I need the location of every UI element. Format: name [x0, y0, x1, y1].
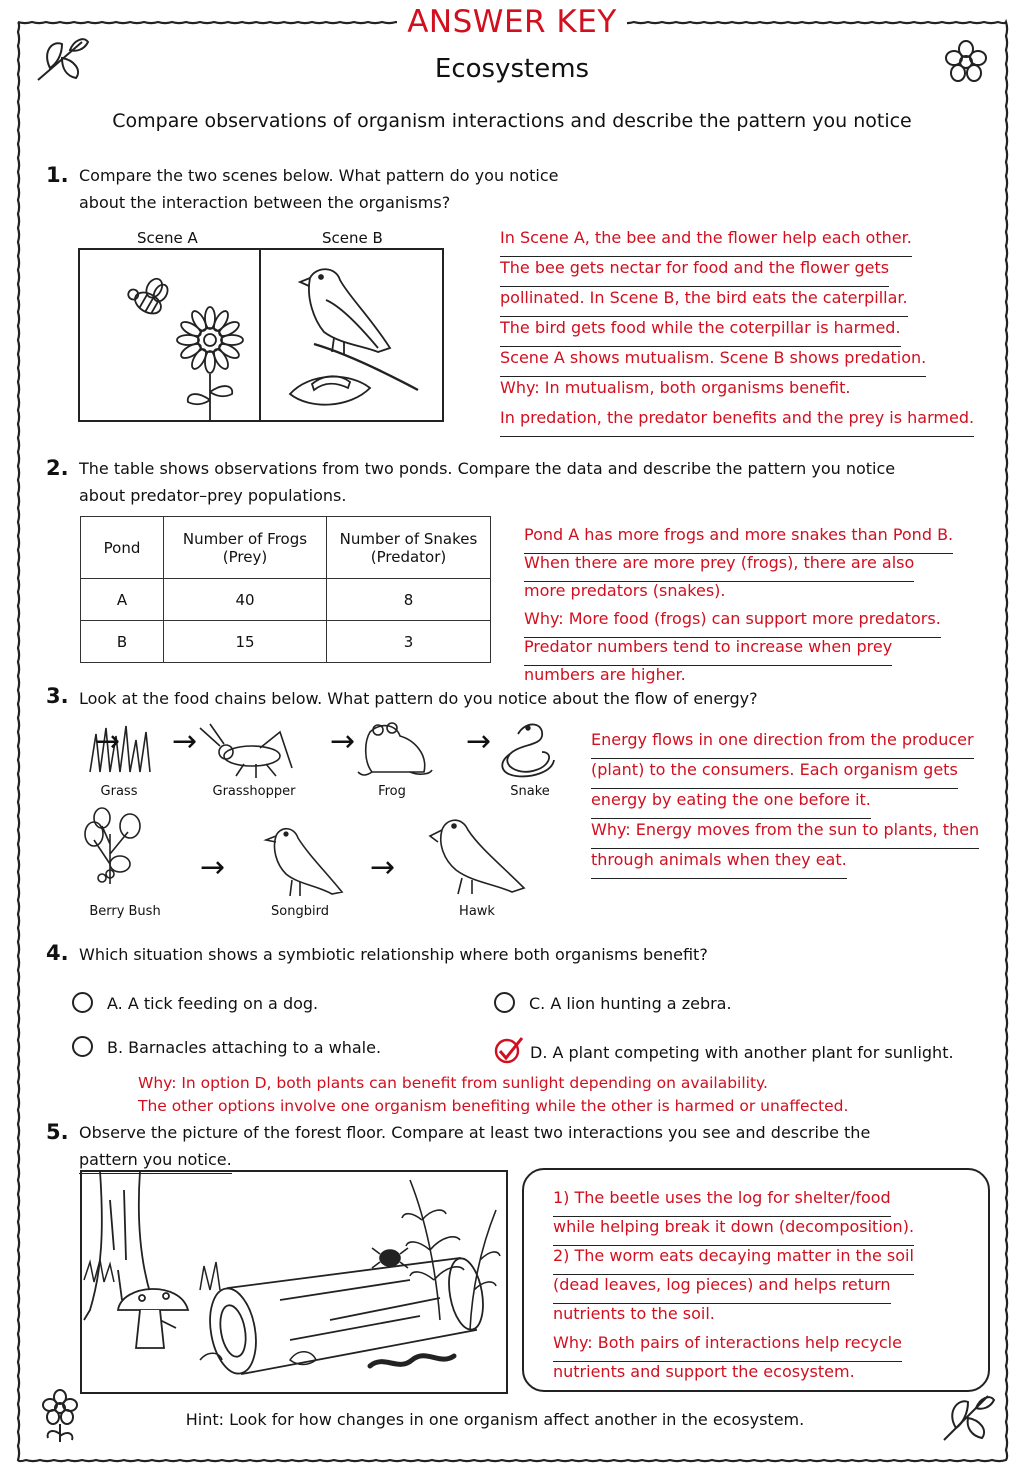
page-subtitle: Compare observations of organism interactions and describe the pattern you notice — [112, 110, 912, 132]
q5-answer — [553, 1186, 953, 1386]
chain-label: Grasshopper — [212, 784, 296, 799]
question-line: pattern you notice. — [79, 1146, 232, 1174]
chain-label: Hawk — [459, 904, 495, 919]
table-cell: 8 — [327, 579, 491, 621]
table-cell: A — [81, 579, 164, 621]
table-cell: B — [81, 621, 164, 663]
option-c[interactable]: C. A lion hunting a zebra. — [494, 992, 732, 1013]
answer-line: Why: In mutualism, both organisms benefit. — [500, 378, 851, 397]
grass-icon — [84, 1260, 220, 1290]
chain-label: Songbird — [271, 904, 329, 919]
question-line: about the interaction between the organisms? — [79, 193, 451, 212]
answer-line: through animals when they eat. — [591, 848, 847, 879]
table-header-row — [81, 517, 491, 579]
songbird-icon — [266, 829, 342, 896]
chain-label: Grass — [100, 784, 138, 799]
answer-line: 1) The beetle uses the log for shelter/food — [553, 1186, 891, 1217]
chain-label: Berry Bush — [89, 904, 161, 919]
option-a[interactable]: A. A tick feeding on a dog. — [72, 992, 318, 1013]
answer-line: Predator numbers tend to increase when prey — [524, 635, 892, 666]
flower-icon — [177, 307, 243, 420]
answer-key-label: ANSWER KEY — [0, 4, 1024, 40]
answer-line: more predators (snakes). — [524, 581, 726, 600]
answer-line: Pond A has more frogs and more snakes than Pond B. — [524, 523, 953, 554]
mushroom-icon — [118, 1289, 188, 1348]
answer-line: (dead leaves, log pieces) and helps return — [553, 1273, 891, 1304]
question-number: 4. — [46, 941, 69, 965]
answer-line: In Scene A, the bee and the flower help each other. — [500, 226, 912, 257]
arrow-icon: → — [370, 850, 396, 885]
pond-table — [80, 516, 491, 663]
scenes-illustration — [78, 248, 444, 423]
snake-icon — [502, 724, 554, 776]
radio-circle[interactable] — [72, 1036, 93, 1057]
answer-line: The bee gets nectar for food and the flower gets — [500, 256, 889, 287]
question-number: 5. — [46, 1120, 69, 1144]
hawk-icon — [430, 820, 524, 894]
option-b[interactable]: B. Barnacles attaching to a whale. — [72, 1036, 381, 1057]
scene-b-label: Scene B — [322, 229, 383, 247]
answer-line: nutrients and support the ecosystem. — [553, 1362, 855, 1381]
question-number: 3. — [46, 684, 69, 708]
forest-floor-illustration — [80, 1170, 508, 1394]
chain-label: Frog — [378, 784, 406, 799]
answer-line: When there are more prey (frogs), there are also — [524, 551, 914, 582]
berry-bush-icon — [85, 808, 140, 884]
answer-line: (plant) to the consumers. Each organism gets — [591, 758, 958, 789]
bee-icon — [124, 269, 173, 317]
grasshopper-icon — [200, 724, 292, 778]
frog-icon — [358, 723, 432, 775]
question-line: The table shows observations from two ponds. Compare the data and describe the pattern you notice — [79, 459, 896, 478]
question-text — [79, 1119, 870, 1174]
checkmark-icon[interactable] — [494, 1036, 526, 1066]
arrow-icon: → — [95, 724, 121, 759]
answer-line: nutrients to the soil. — [553, 1304, 715, 1323]
answer-line: while helping break it down (decomposition). — [553, 1215, 914, 1246]
question-number: 2. — [46, 456, 69, 480]
q3-answer — [591, 728, 980, 880]
question-number: 1. — [46, 163, 69, 187]
table-header-cell: Pond — [81, 517, 164, 579]
answer-line: pollinated. In Scene B, the bird eats the caterpillar. — [500, 286, 908, 317]
question-text: Look at the food chains below. What pattern do you notice about the flow of energy? — [79, 689, 758, 708]
caterpillar-icon — [290, 376, 370, 404]
arrow-icon: → — [330, 724, 356, 759]
q4-explanation — [138, 1072, 848, 1118]
hint-text: Hint: Look for how changes in one organism affect another in the ecosystem. — [185, 1410, 805, 1429]
q1-answer — [500, 226, 975, 436]
question-text — [79, 455, 895, 509]
table-cell: 40 — [164, 579, 327, 621]
bird-icon — [300, 269, 418, 390]
question-text — [79, 162, 558, 216]
table-header-cell: Number of Frogs (Prey) — [164, 517, 327, 579]
q2-answer — [524, 523, 952, 693]
answer-line: energy by eating the one before it. — [591, 788, 871, 819]
worm-icon — [370, 1356, 454, 1366]
question-text: Which situation shows a symbiotic relationship where both organisms benefit? — [79, 945, 708, 964]
answer-line: Why: Energy moves from the sun to plants, then — [591, 818, 979, 849]
table-row — [81, 579, 491, 621]
answer-line: 2) The worm eats decaying matter in the soil — [553, 1244, 914, 1275]
radio-circle[interactable] — [494, 992, 515, 1013]
answer-line: Why: Both pairs of interactions help recycle — [553, 1331, 902, 1362]
answer-line: In predation, the predator benefits and the prey is harmed. — [500, 406, 974, 437]
table-row — [81, 621, 491, 663]
answer-line: numbers are higher. — [524, 665, 686, 684]
answer-line: Energy flows in one direction from the producer — [591, 728, 974, 759]
answer-line: Why: In option D, both plants can benefit from sunlight depending on availability. — [138, 1074, 768, 1092]
chain-label: Snake — [510, 784, 550, 799]
answer-line: Scene A shows mutualism. Scene B shows predation. — [500, 346, 926, 377]
answer-line: Why: More food (frogs) can support more predators. — [524, 607, 941, 638]
answer-line: The bird gets food while the coterpillar is harmed. — [500, 316, 901, 347]
option-d[interactable]: D. A plant competing with another plant for sunlight. — [494, 1036, 954, 1066]
question-line: Observe the picture of the forest floor. Compare at least two interactions you see and describe the — [79, 1123, 871, 1142]
scene-a-label: Scene A — [137, 229, 198, 247]
arrow-icon: → — [172, 724, 198, 759]
table-cell: 15 — [164, 621, 327, 663]
arrow-icon: → — [200, 850, 226, 885]
arrow-icon: → — [466, 724, 492, 759]
radio-circle[interactable] — [72, 992, 93, 1013]
question-line: Compare the two scenes below. What pattern do you notice — [79, 166, 559, 185]
page-title: Ecosystems — [434, 54, 590, 84]
answer-line: The other options involve one organism benefiting while the other is harmed or unaffected. — [138, 1097, 849, 1115]
question-line: about predator–prey populations. — [79, 486, 347, 505]
table-cell: 3 — [327, 621, 491, 663]
table-header-cell: Number of Snakes (Predator) — [327, 517, 491, 579]
